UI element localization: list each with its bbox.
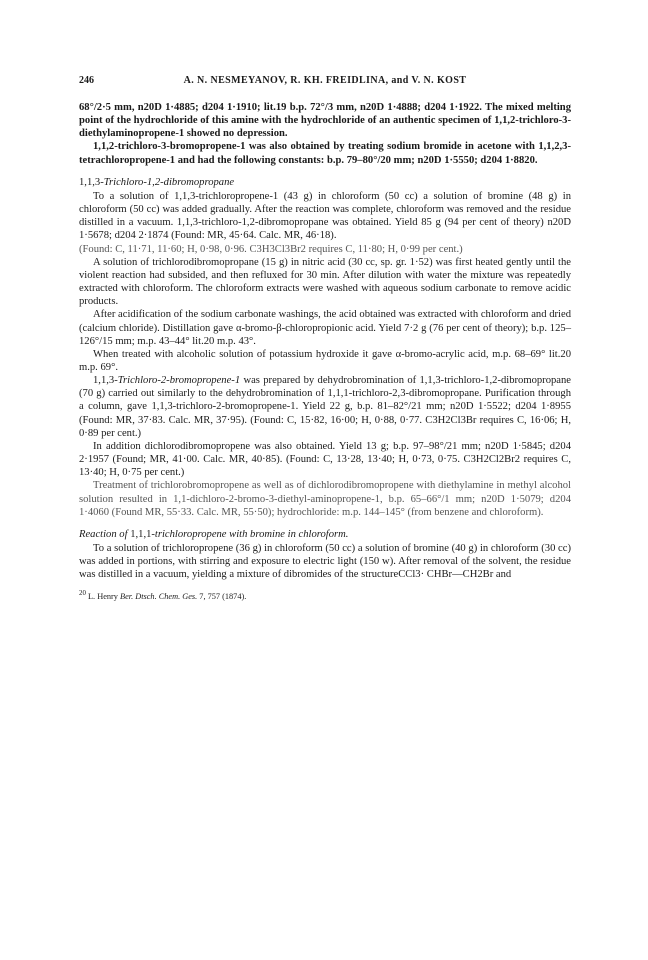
footnote <box>79 587 571 603</box>
section-heading-prefix: 1,1,3- <box>79 176 104 188</box>
footnote-rest: 7, 757 (1874). <box>197 592 247 602</box>
paragraph: To a solution of trichloropropene (36 g) in chloroform (50 cc) a solution of bromine (40 g) in chloroform (30 cc) was added in portions, with stirring and exposure to electric light (150 w). After removal of the solvent, the residue was distilled in a vacuum, yielding a mixture of dibromides of the structureCCl3· CHBr—CH2Br and <box>79 543 571 581</box>
compound-prefix: 1,1,3- <box>93 375 118 387</box>
running-head <box>79 75 571 91</box>
section-heading <box>79 176 571 189</box>
section-heading-name: Trichloro-1,2-dibromopropane <box>103 176 235 188</box>
paper-page <box>79 75 571 603</box>
footnote-source: Ber. Dtsch. Chem. Ges. <box>120 592 198 602</box>
section-heading-b: 1,1,1 <box>130 528 152 540</box>
paragraph: (Found: C, 11·71, 11·60; H, 0·98, 0·96. C3H3Cl3Br2 requires C, 11·80; H, 0·99 per cent.) <box>79 243 463 255</box>
body-text <box>79 101 571 603</box>
paragraph: 68°/2·5 mm, n20D 1·4885; d204 1·1910; lit.19 b.p. 72°/3 mm, n20D 1·4888; d204 1·1922. The mixed melting point of the hydrochloride of this amine with the hydrochloride of an authentic specimen of 1,1,2-trichloro-3-diethylaminopropene-1 showed no depression. <box>79 102 571 140</box>
paragraph: When treated with alcoholic solution of potassium hydroxide it gave α-bromo-acrylic acid, m.p. 68–69° lit.20 m.p. 69°. <box>79 348 571 373</box>
section-heading-a: Reaction of <box>79 528 131 540</box>
footnote-author: L. Henry <box>85 592 121 602</box>
compound-name: Trichloro-2-bromopropene-1 <box>117 375 241 387</box>
section-heading <box>79 528 571 541</box>
paragraph: In addition dichlorodibromopropene was also obtained. Yield 13 g; b.p. 97–98°/21 mm; n20D 1·5845; d204 2·1957 (Found; MR, 41·00. Calc. MR, 40·85). (Found: C, 13·28, 13·40; H, 0·73, 0·75. C3H2Cl2Br2 requires C, 13·40; H, 0·75 per cent.) <box>79 440 571 479</box>
paragraph: A solution of trichlorodibromopropane (15 g) in nitric acid (30 cc, sp. gr. 1·52) was first heated gently until the violent reaction had subsided, and then refluxed for 30 min. After dilution with water the mixture was repeatedly extracted with chloroform. The chloroform extracts were washed with aqueous sodium carbonate to remove acidic products. <box>79 256 571 308</box>
paragraph: To a solution of 1,1,3-trichloropropene-1 (43 g) in chloroform (50 cc) a solution of bromine (48 g) in chloroform (50 cc) was added gradually. After the reaction was complete, chloroform was removed and the residue distilled in a vacuum. 1,1,3-trichloro-1,2-dibromopropane was obtained. Yield 85 g (94 per cent of theory) n20D 1·5678; d204 2·1874 (Found: MR, 45·64. Calc. MR, 46·18). <box>79 190 571 242</box>
paragraph: 1,1,2-trichloro-3-bromopropene-1 was also obtained by treating sodium bromide in acetone with 1,1,2,3-tetrachloropropene-1 and had the following constants: b.p. 79–80°/20 mm; n20D 1·5550; d204 1·8820. <box>79 141 571 166</box>
paragraph-text: was prepared by dehydrobromination of 1,1,3-trichloro-1,2-dibromopropane (70 g) carried out similarly to the dehydrobromination of 1,1,1-trichloro-2,3-dibromopropane. Purification through a column, gave 1,1,3-trichloro-2-bromopropene-1. Yield 22 g, b.p. 81–82°/21 mm; n20D 1·5522; d204 1·8955 (Found: MR, 37·83. Calc. MR, 37·95). (Found: C, 15·82, 16·00; H, 0·88, 0·77. C3H2Cl3Br requires C, 16·06; H, 0·89 per cent.) <box>79 375 571 439</box>
paragraph: After acidification of the sodium carbonate washings, the acid obtained was extracted with chloroform and dried (calcium chloride). Distillation gave α-bromo-β-chloropropionic acid. Yield 7·2 g (76 per cent of theory); b.p. 125–126°/15 mm; m.p. 43–44° lit.20 m.p. 43°. <box>79 309 571 347</box>
paragraph <box>79 374 571 440</box>
section-heading-c: -trichloropropene with bromine in chloroform. <box>151 528 349 540</box>
footnote-marker: 20 <box>79 590 86 598</box>
running-head-authors: A. N. NESMEYANOV, R. KH. FREIDLINA, and V. N. KOST <box>183 75 467 86</box>
paragraph: Treatment of trichlorobromopropene as well as of dichlorodibromopropene with diethylamine in methyl alcohol solution resulted in 1,1-dichloro-2-bromo-3-diethyl-aminopropene-1, b.p. 65–66°/1 mm; n20D 1·5079; d204 1·4060 (Found MR, 55·33. Calc. MR, 55·50); hydrochloride: m.p. 144–145° (from benzene and chloroform). <box>79 480 571 518</box>
page-number: 246 <box>79 75 94 86</box>
